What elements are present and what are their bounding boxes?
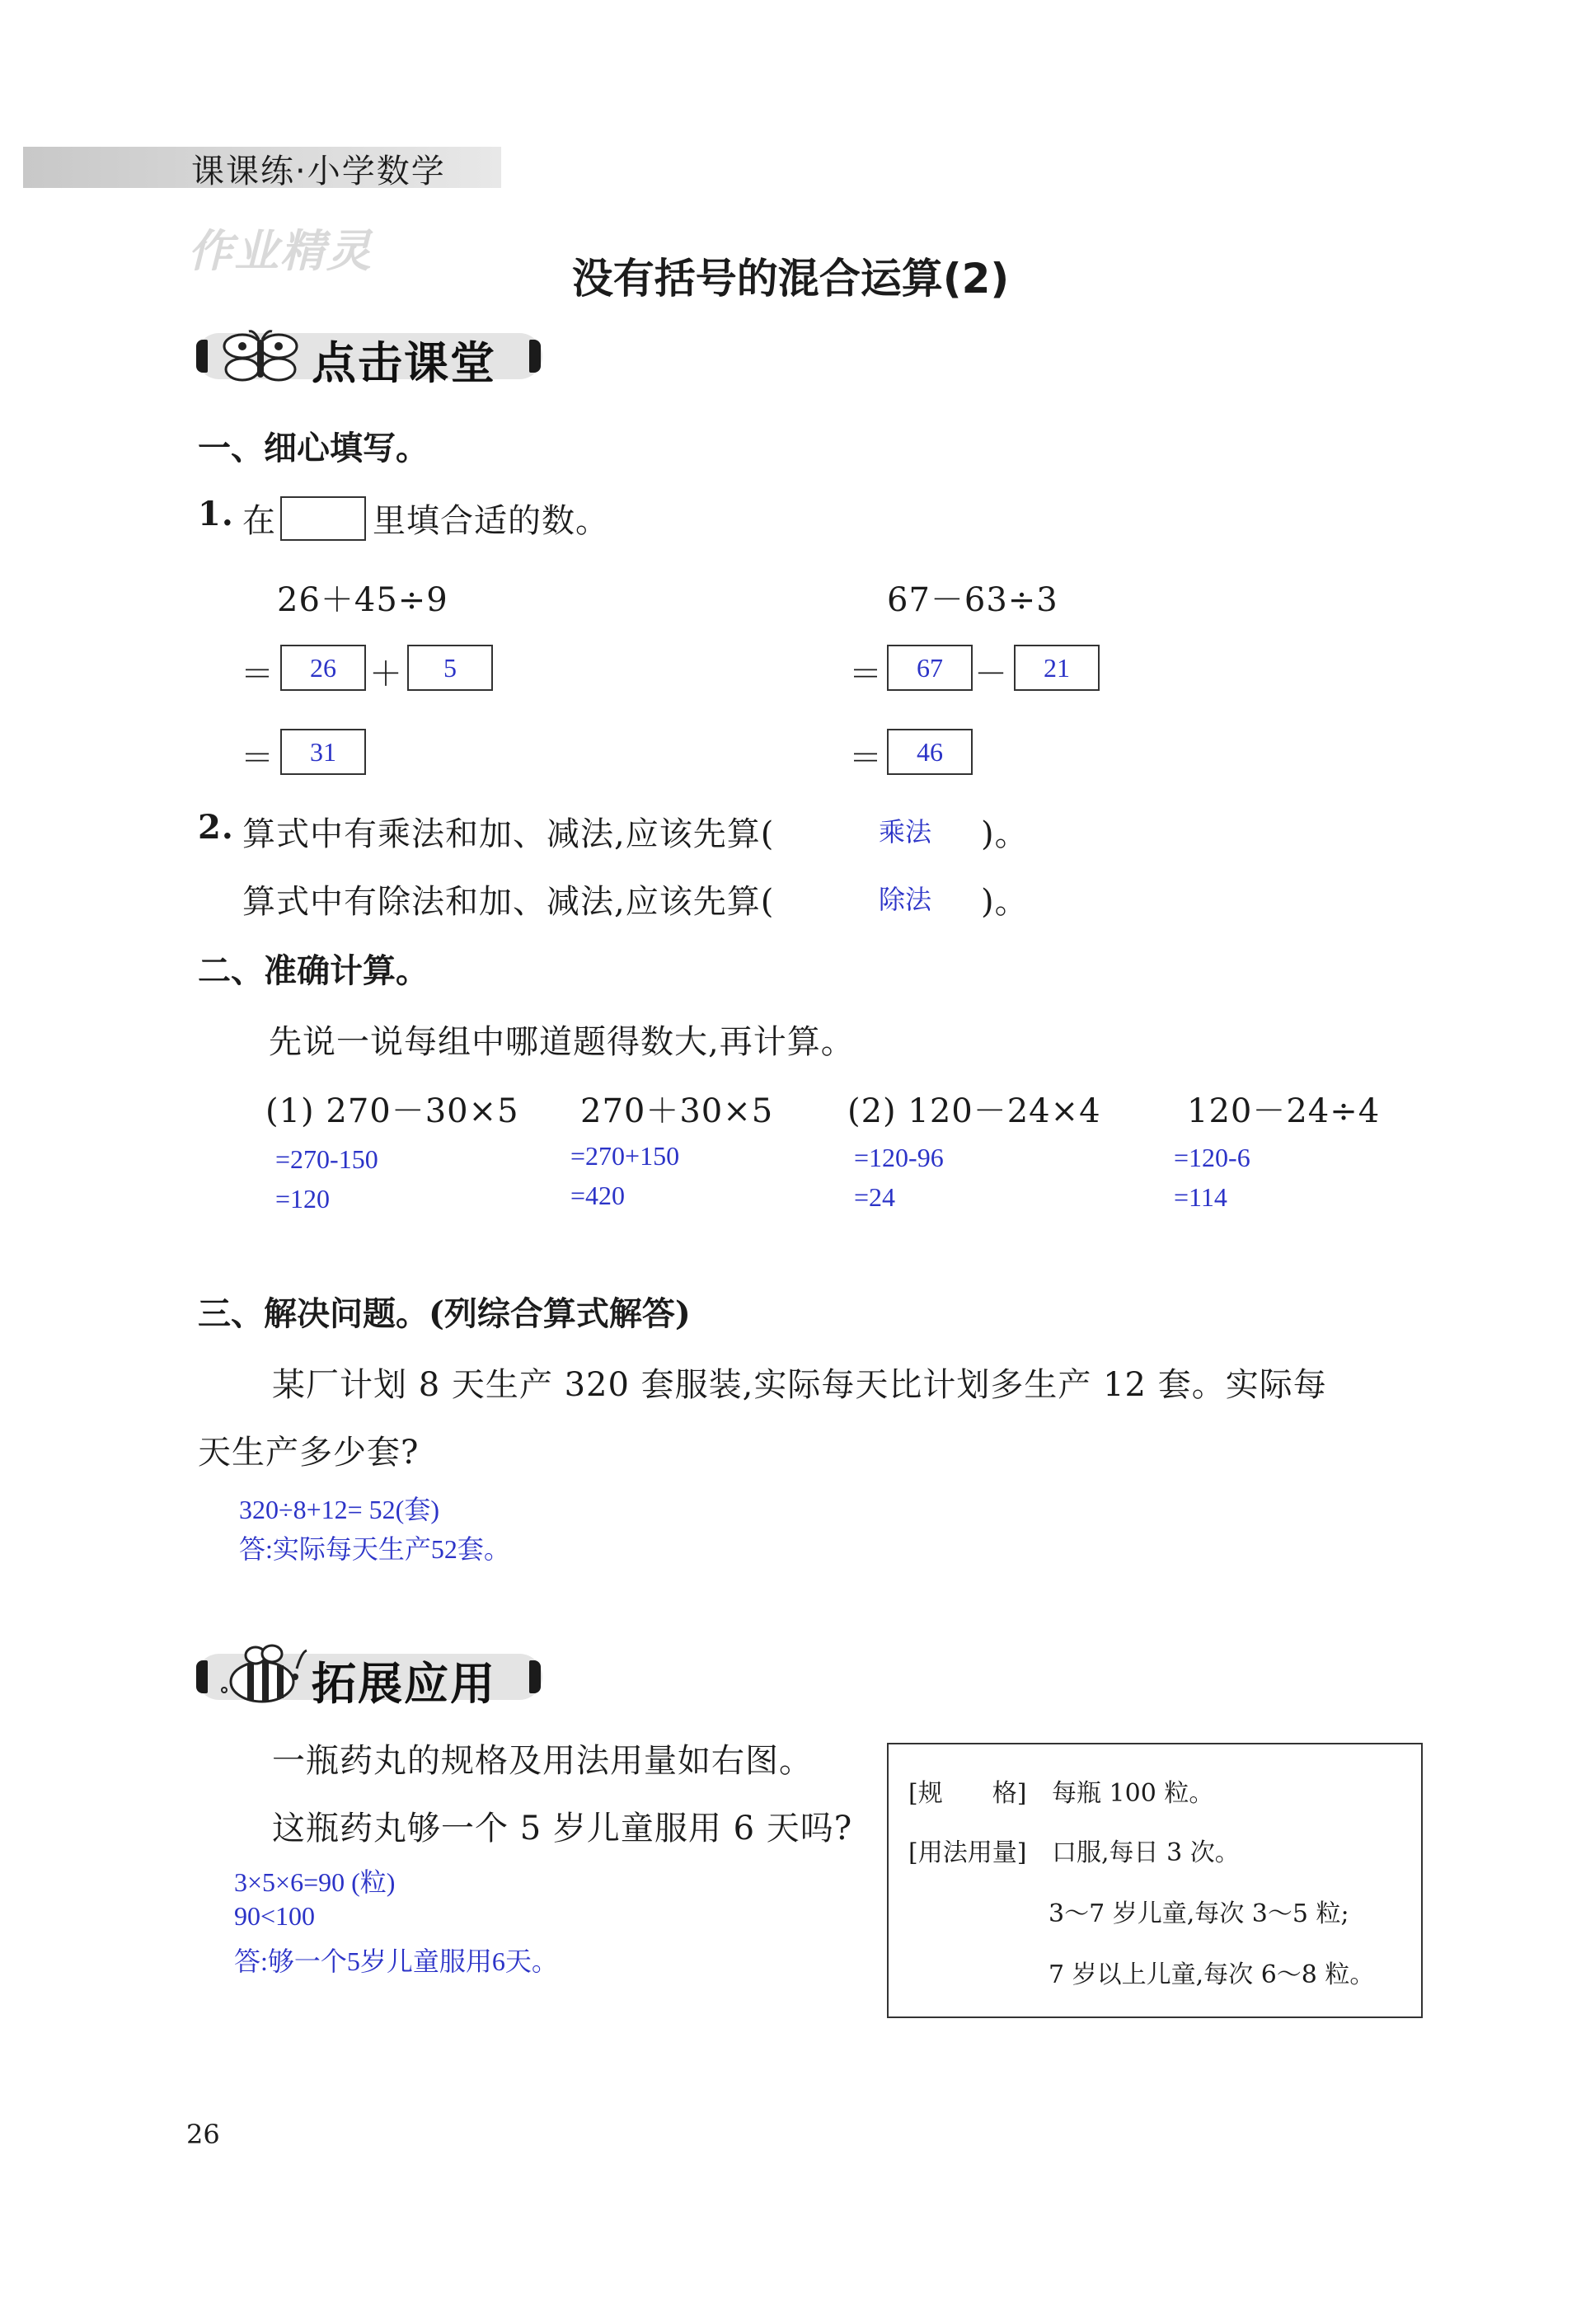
calc-4-step1[interactable]: =120-6 <box>1174 1143 1250 1172</box>
q2-line2-text: 算式中有除法和加、减法,应该先算( <box>242 883 775 921</box>
usage-older-dose: 7 岁以上儿童,每次 6～8 粒。 <box>1049 1960 1375 1989</box>
q1-left-box2[interactable] <box>407 645 493 691</box>
butterfly-icon <box>218 328 308 386</box>
section-banner-click-class <box>196 328 542 389</box>
calc-problem-4: 120－24÷4 <box>1187 1092 1381 1130</box>
q1-right-equals-1: ＝ <box>849 655 883 693</box>
section-label-click-class: 点击课堂 <box>312 337 496 389</box>
q1-left-box1[interactable] <box>280 645 366 691</box>
part3-answer-line2[interactable]: 答:实际每天生产52套。 <box>239 1534 510 1564</box>
q1-left-expression: 26＋45÷9 <box>277 581 448 619</box>
calc-4-step2[interactable]: =114 <box>1174 1182 1227 1212</box>
q2-line1-answer[interactable]: 乘法 <box>879 817 932 847</box>
calc-1-step1[interactable]: =270-150 <box>275 1144 378 1174</box>
series-title: 课课练·小学数学 <box>191 153 446 190</box>
calc-problem-3: (2) 120－24×4 <box>847 1092 1101 1130</box>
part2-instruction: 先说一说每组中哪道题得数大,再计算。 <box>269 1023 855 1061</box>
extension-answer-line1[interactable]: 3×5×6=90 (粒) <box>234 1867 396 1897</box>
q1-prompt-before: 在 <box>242 502 276 540</box>
q1-right-box1[interactable] <box>887 645 973 691</box>
usage-child-dose: 3～7 岁儿童,每次 3～5 粒; <box>1049 1899 1349 1928</box>
q1-sample-box <box>280 496 366 541</box>
part1-heading: 一、细心填写。 <box>198 429 429 467</box>
q1-left-equals-2: ＝ <box>241 739 274 777</box>
q2-number: 2. <box>198 808 234 847</box>
q2-line1-text: 算式中有乘法和加、减法,应该先算( <box>242 815 775 853</box>
usage-value: 口服,每日 3 次。 <box>1052 1838 1240 1867</box>
part2-heading: 二、准确计算。 <box>198 951 429 990</box>
watermark: 作业精灵 <box>188 225 373 277</box>
medicine-info-box <box>887 1743 1423 2018</box>
q1-prompt-after: 里填合适的数。 <box>373 502 609 540</box>
section-label-extension: 拓展应用 <box>312 1658 496 1710</box>
calc-3-step2[interactable]: =24 <box>854 1182 896 1212</box>
q1-right-box3-answer: 46 <box>917 737 943 767</box>
q2-line1-close: )。 <box>981 815 1029 853</box>
extension-line1: 一瓶药丸的规格及用法用量如右图。 <box>272 1742 813 1780</box>
q1-right-box3[interactable] <box>887 729 973 775</box>
usage-label: [用法用量] <box>908 1838 1027 1867</box>
q1-right-box2[interactable] <box>1014 645 1100 691</box>
section-banner-extension <box>196 1649 542 1710</box>
extension-answer-line2[interactable]: 90<100 <box>234 1901 316 1931</box>
part3-heading: 三、解决问题。(列综合算式解答) <box>198 1294 691 1333</box>
spec-label: [规 格] <box>908 1779 1027 1808</box>
part3-problem-line2: 天生产多少套? <box>198 1434 420 1472</box>
q1-right-expression: 67－63÷3 <box>887 581 1058 619</box>
part3-problem-line1: 某厂计划 8 天生产 320 套服装,实际每天比计划多生产 12 套。实际每 <box>272 1366 1327 1404</box>
q1-right-minus: － <box>974 655 1008 693</box>
part3-answer-line1[interactable]: 320÷8+12= 52(套) <box>239 1495 439 1524</box>
calc-3-step1[interactable]: =120-96 <box>854 1143 944 1172</box>
extension-line2: 这瓶药丸够一个 5 岁儿童服用 6 天吗? <box>272 1810 853 1847</box>
q1-left-box3-answer: 31 <box>310 737 336 767</box>
q1-left-box3[interactable] <box>280 729 366 775</box>
q1-right-equals-2: ＝ <box>849 739 883 777</box>
calc-1-step2[interactable]: =120 <box>275 1184 331 1214</box>
q1-right-box2-answer: 21 <box>1044 653 1070 683</box>
calc-problem-2: 270＋30×5 <box>580 1092 774 1130</box>
page-number: 26 <box>186 2119 220 2150</box>
q1-right-box1-answer: 67 <box>917 653 943 683</box>
spec-value: 每瓶 100 粒。 <box>1052 1779 1214 1808</box>
q1-left-box1-answer: 26 <box>310 653 336 683</box>
q1-left-plus: ＋ <box>369 655 403 693</box>
calc-2-step1[interactable]: =270+150 <box>570 1141 680 1171</box>
q1-number: 1. <box>198 495 234 533</box>
calc-problem-1: (1) 270－30×5 <box>265 1092 519 1130</box>
bee-icon <box>214 1644 313 1708</box>
q2-line2-close: )。 <box>981 883 1029 921</box>
q1-left-box2-answer: 5 <box>443 653 457 683</box>
q1-left-equals-1: ＝ <box>241 655 274 693</box>
q2-line2-answer[interactable]: 除法 <box>879 885 932 914</box>
lesson-title: 没有括号的混合运算(2) <box>571 255 1010 303</box>
extension-answer-line3[interactable]: 答:够一个5岁儿童服用6天。 <box>234 1946 558 1976</box>
calc-2-step2[interactable]: =420 <box>570 1181 626 1210</box>
